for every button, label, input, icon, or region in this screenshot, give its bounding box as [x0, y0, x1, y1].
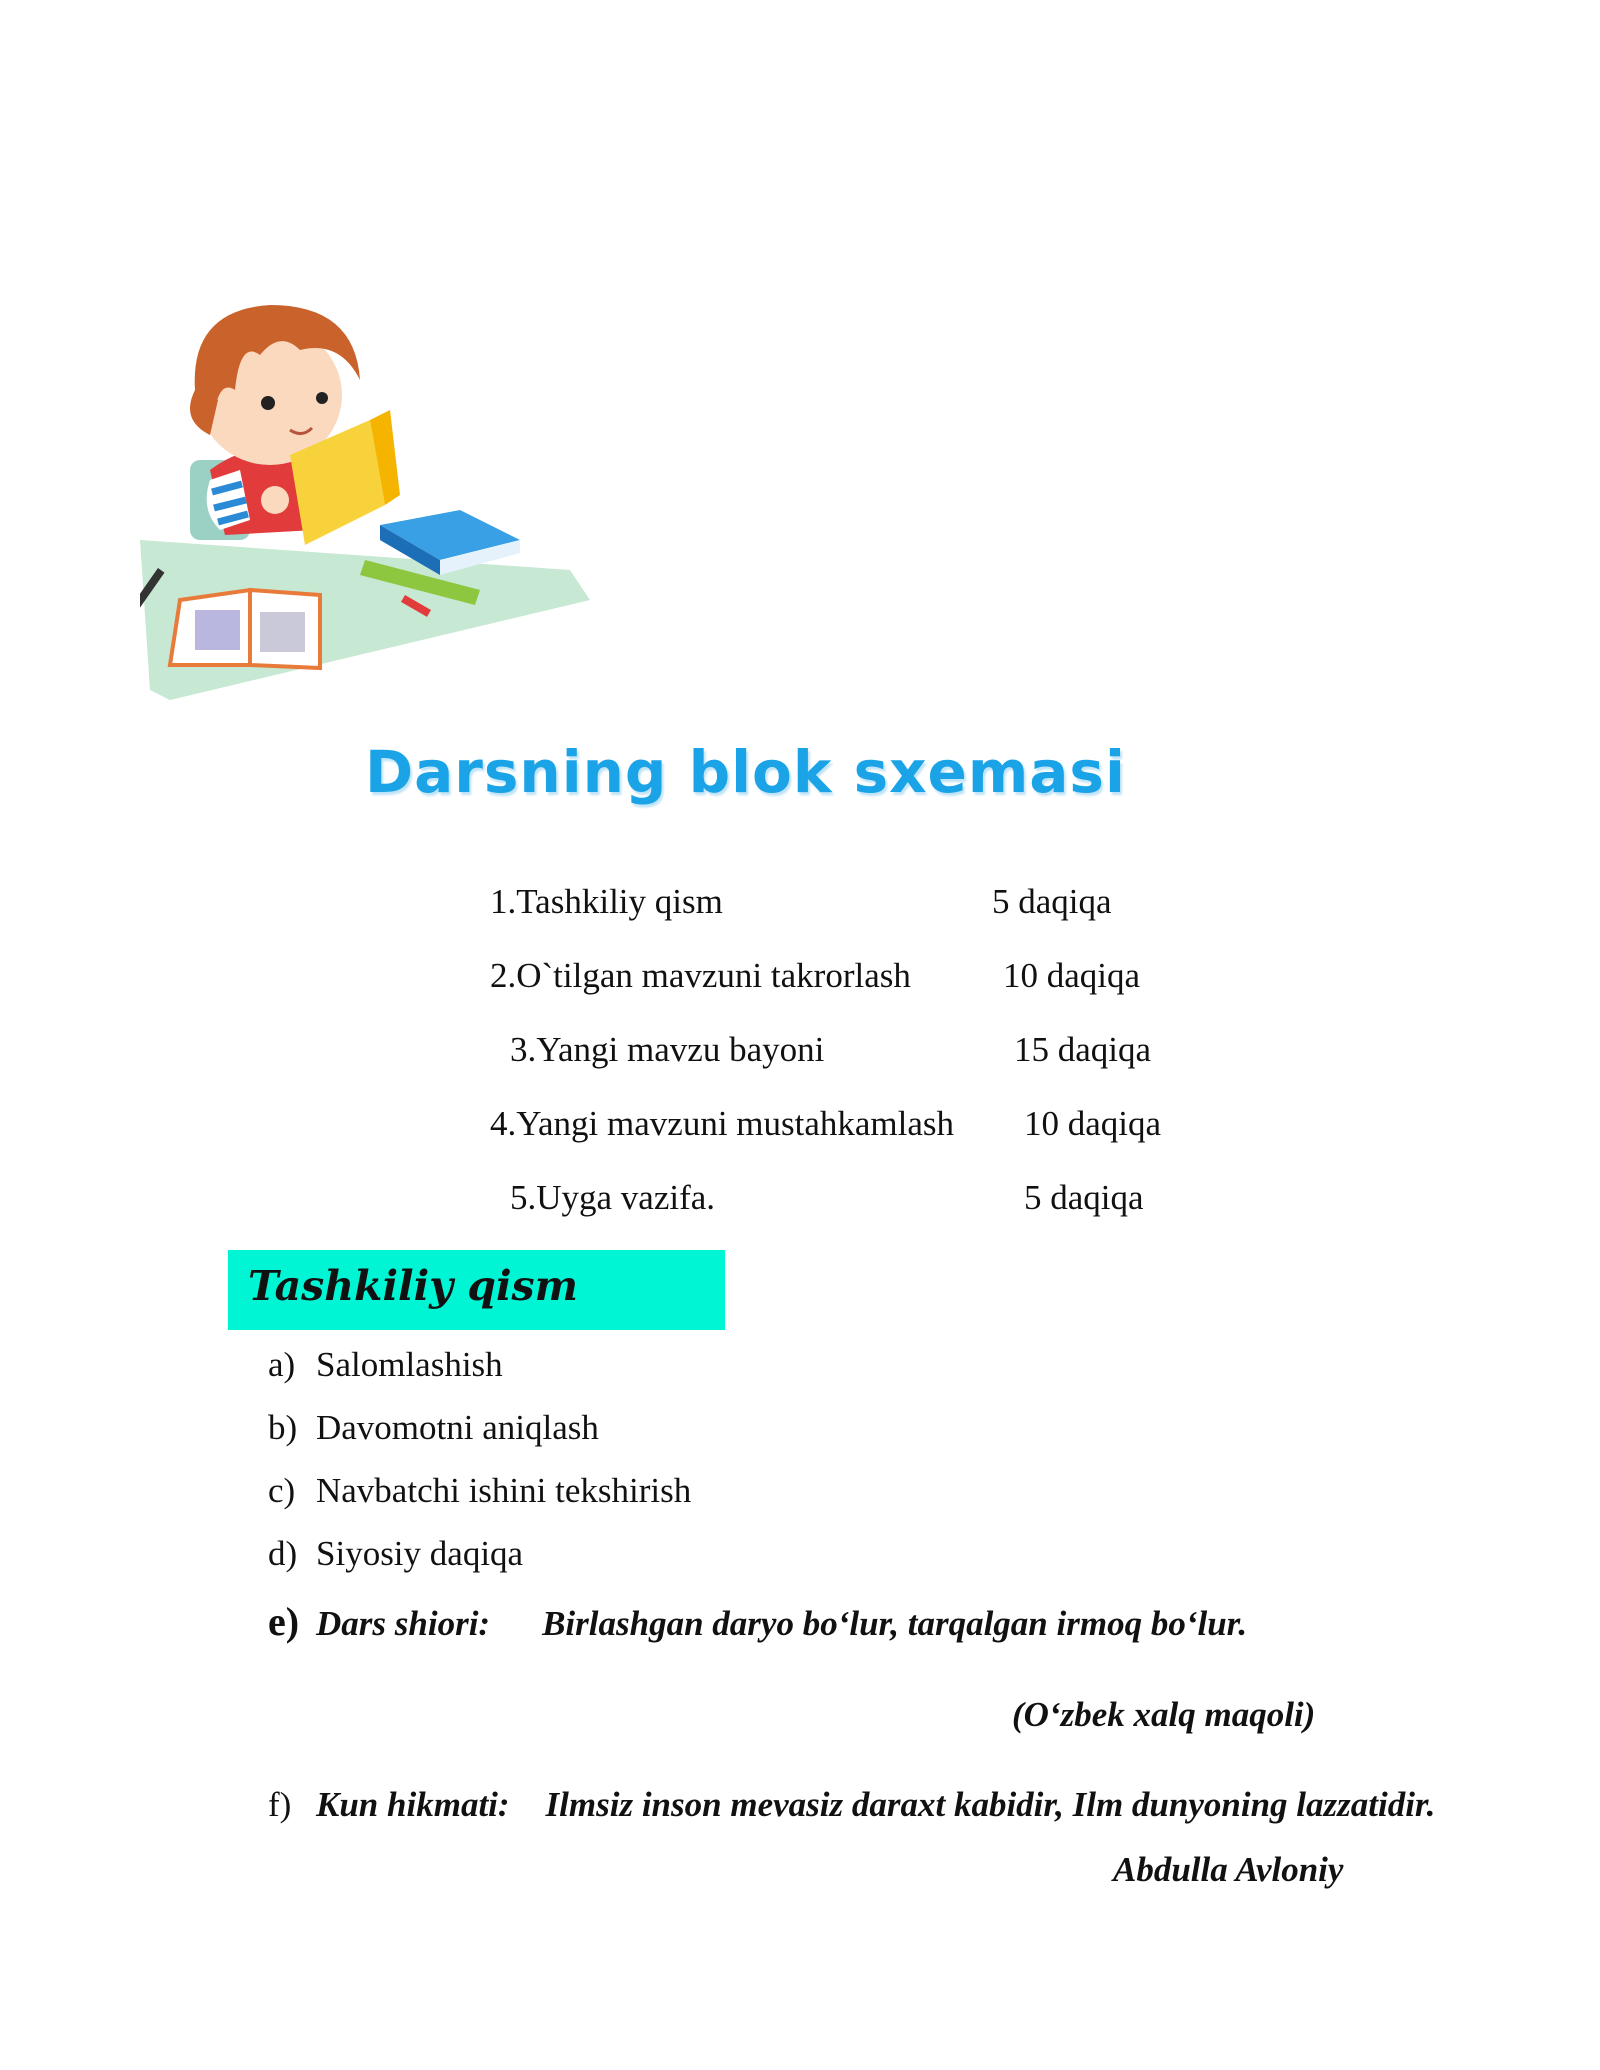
motto-label: Dars shiori:	[316, 1604, 491, 1643]
wisdom-author: Abdulla Avloniy	[1113, 1850, 1344, 1889]
list-item-text: Salomlashish	[316, 1345, 503, 1384]
plan-step-label: 4.Yangi mavzuni mustahkamlash	[490, 1104, 955, 1143]
plan-step-time: 15 daqiqa	[1014, 1030, 1152, 1069]
list-marker: b)	[268, 1408, 298, 1447]
motto-line	[268, 1598, 1247, 1645]
list-marker: a)	[268, 1345, 296, 1384]
list-item	[268, 1471, 691, 1511]
list-item	[268, 1345, 503, 1385]
wisdom-text: Ilmsiz inson mevasiz daraxt kabidir, Ilm dunyoning lazzatidir.	[545, 1785, 1436, 1824]
list-marker: e)	[268, 1599, 300, 1644]
plan-step-time: 5 daqiqa	[1024, 1178, 1144, 1217]
wisdom-label: Kun hikmati:	[316, 1785, 510, 1824]
plan-step-time: 10 daqiqa	[1003, 956, 1141, 995]
motto-text: Birlashgan daryo bo‘lur, tarqalgan irmoq bo‘lur.	[542, 1604, 1248, 1643]
list-marker: d)	[268, 1534, 298, 1573]
list-item	[268, 1534, 523, 1574]
section-heading-box	[228, 1250, 725, 1330]
list-item-text: Siyosiy daqiqa	[316, 1534, 524, 1573]
plan-step-label: 1.Tashkiliy qism	[490, 882, 723, 921]
plan-step-time: 10 daqiqa	[1024, 1104, 1162, 1143]
list-item-text: Navbatchi ishini tekshirish	[316, 1471, 692, 1510]
boy-reading-illustration	[140, 270, 600, 700]
list-marker: f)	[268, 1785, 292, 1824]
list-item	[268, 1408, 599, 1448]
list-item-text: Davomotni aniqlash	[316, 1408, 599, 1447]
plan-step-label: 3.Yangi mavzu bayoni	[510, 1030, 825, 1069]
motto-source: (O‘zbek xalq maqoli)	[1012, 1695, 1316, 1734]
plan-step-label: 2.O`tilgan mavzuni takrorlash	[490, 956, 911, 995]
list-marker: c)	[268, 1471, 296, 1510]
plan-step-time: 5 daqiqa	[992, 882, 1112, 921]
page-title: Darsning blok sxemasi	[365, 738, 1126, 806]
section-heading: Tashkiliy qism	[248, 1262, 578, 1310]
plan-step-label: 5.Uyga vazifa.	[510, 1178, 716, 1217]
wisdom-line	[268, 1785, 1435, 1825]
